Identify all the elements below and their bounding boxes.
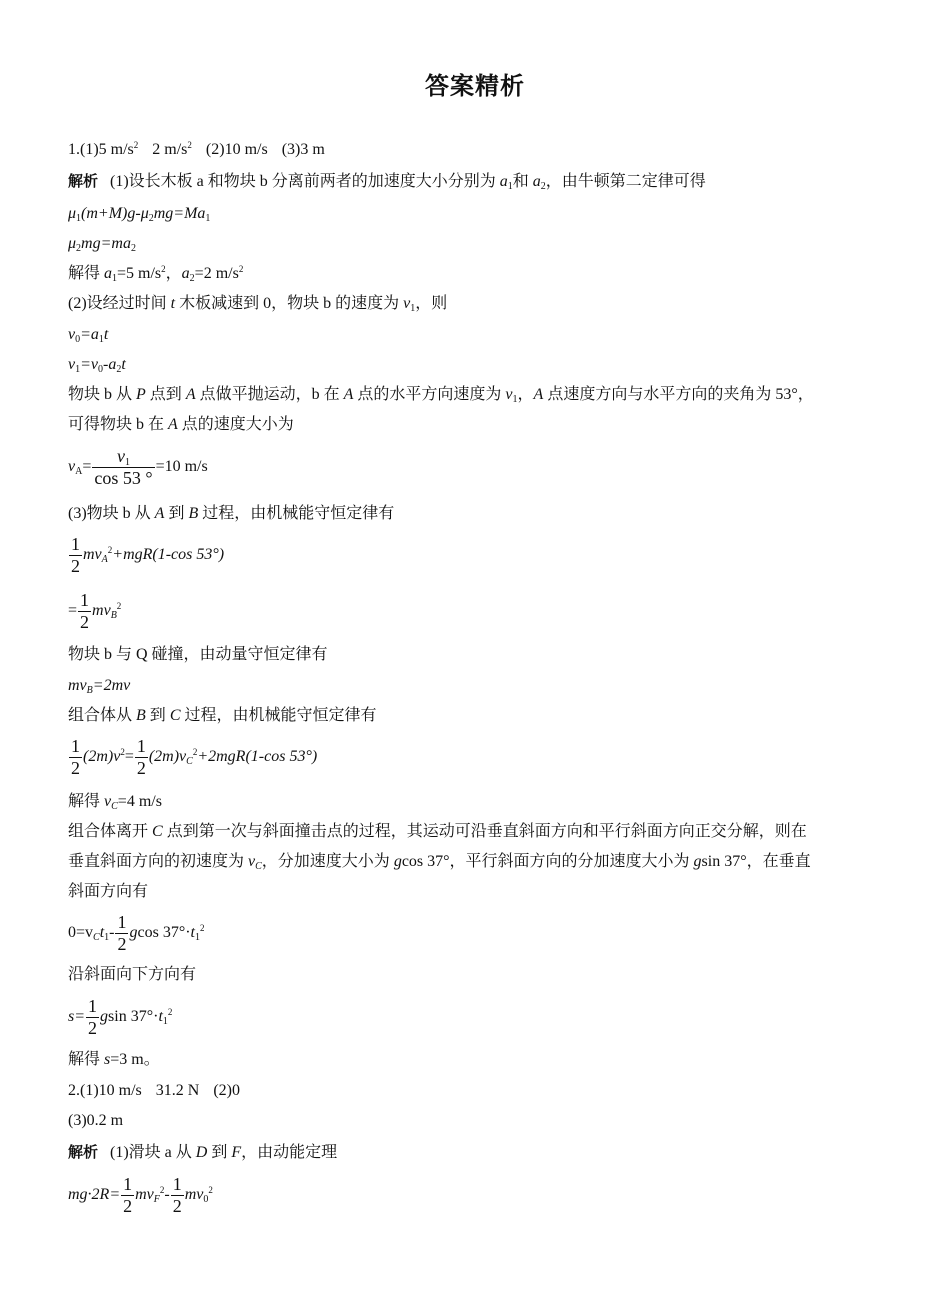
result-line: 解得 s=3 m。 (68, 1051, 160, 1068)
answer-2-summary: 2.(1)10 m/s 31.2 N (2)0 (68, 1082, 240, 1099)
text-line: 垂直斜面方向的初速度为 $v_C$，分加速度大小为 gcos 37°，平行斜面方向的分加速度大小为 gsin 37°，在垂直 (68, 853, 811, 872)
fraction: $\frac{1}{2}$ (71, 534, 80, 576)
answer-1-summary: 1.(1)5 $m/s^2$ 2 $m/s^2$ (2)10 m/s (3)3 m (68, 140, 325, 158)
result-line: 解得 $v_C=4$ m/s (68, 793, 162, 812)
fraction-equation: $\frac{1}{2}$ $(2m)v^2=$ $\frac{1}{2}$ $(2m)v_C^2+2mgR(1-\cos$ 53°) (71, 736, 318, 778)
text-line: 斜面方向有 (68, 883, 149, 900)
text-line: 沿斜面向下方向有 (68, 966, 197, 983)
equation: $\mu_1(m+M)g-\mu_2mg=Ma_1$ (68, 205, 211, 224)
analysis-label: 解析 (68, 172, 99, 190)
fraction: $\frac{v_1}{\cos 53 ^\circ}$ (94, 446, 153, 488)
text-line: 组合体从 B 到 C 过程，由机械能守恒定律有 (68, 707, 377, 724)
fraction-equation: $\frac{1}{2}$ $mv_A^2+mgR(1-\cos$ 53°) (71, 534, 225, 576)
text-line: (3)物块 b 从 A 到 B 过程，由机械能守恒定律有 (68, 505, 395, 522)
fraction: $\frac{1}{2}$ (117, 912, 127, 954)
text-line: 物块 b 与 Q 碰撞，由动量守恒定律有 (68, 646, 328, 663)
text-line: 可得物块 b 在 A 点的速度大小为 (68, 416, 294, 433)
text-line: 组合体离开 C 点到第一次与斜面撞击点的过程，其运动可沿垂直斜面方向和平行斜面方向正交分解，则在 (68, 823, 807, 840)
text-line: (2)设经过时间 t 木板减速到 0，物块 b 的速度为 $v_1$，则 (68, 295, 448, 314)
fraction-equation: $0=v_Ct_1-$ $\frac{1}{2}$ gcos $37^\circ\cdot t_1^2$ (68, 912, 205, 954)
fraction-equation: $v_A=$ $\frac{v_1}{\cos 53 ^\circ}$ =10 m/s (68, 446, 208, 488)
fraction-equation: = $\frac{1}{2}$ $mv_B^2$ (68, 590, 122, 632)
fraction: $\frac{1}{2}$ (80, 590, 90, 632)
analysis-line: 解析 (1)滑块 a 从 D 到 F，由动能定理 (68, 1143, 338, 1161)
analysis-line: 解析 (1)设长木板 a 和物块 b 分离前两者的加速度大小分别为 $a_1$和 $a_2$，由牛顿第二定律可得 (68, 172, 706, 192)
analysis-label: 解析 (68, 1143, 99, 1161)
fraction: $\frac{1}{2}$ (88, 996, 98, 1038)
fraction-equation: s= $\frac{1}{2}$ gsin $37^\circ\cdot t_1^2$ (68, 996, 173, 1038)
answer-2-summary-cont: (3)0.2 m (68, 1112, 124, 1129)
page-title: 答案精析 (425, 72, 525, 100)
result-line: 解得 $a_1=5$ $m/s^2$，$a_2=2$ $m/s^2$ (68, 264, 244, 284)
text-line: 物块 b 从 P 点到 A 点做平抛运动，b 在 A 点的水平方向速度为 $v_1$，A 点速度方向与水平方向的夹角为 53°， (68, 386, 814, 405)
equation: $v_0=a_1t$ (68, 326, 109, 345)
fraction: $\frac{1}{2}$ (136, 736, 146, 778)
equation: $v_1=v_0-a_2t$ (68, 356, 126, 375)
fraction-equation: mg·2R= $\frac{1}{2}$ $mv_F^2-$ $\frac{1}{2}$ $mv_0^2$ (68, 1174, 213, 1216)
fraction: $\frac{1}{2}$ (71, 736, 80, 778)
equation: $mv_B=2mv$ (68, 677, 131, 696)
fraction: $\frac{1}{2}$ (123, 1174, 133, 1216)
fraction: $\frac{1}{2}$ (172, 1174, 182, 1216)
equation: $\mu_2mg=ma_2$ (68, 235, 136, 254)
